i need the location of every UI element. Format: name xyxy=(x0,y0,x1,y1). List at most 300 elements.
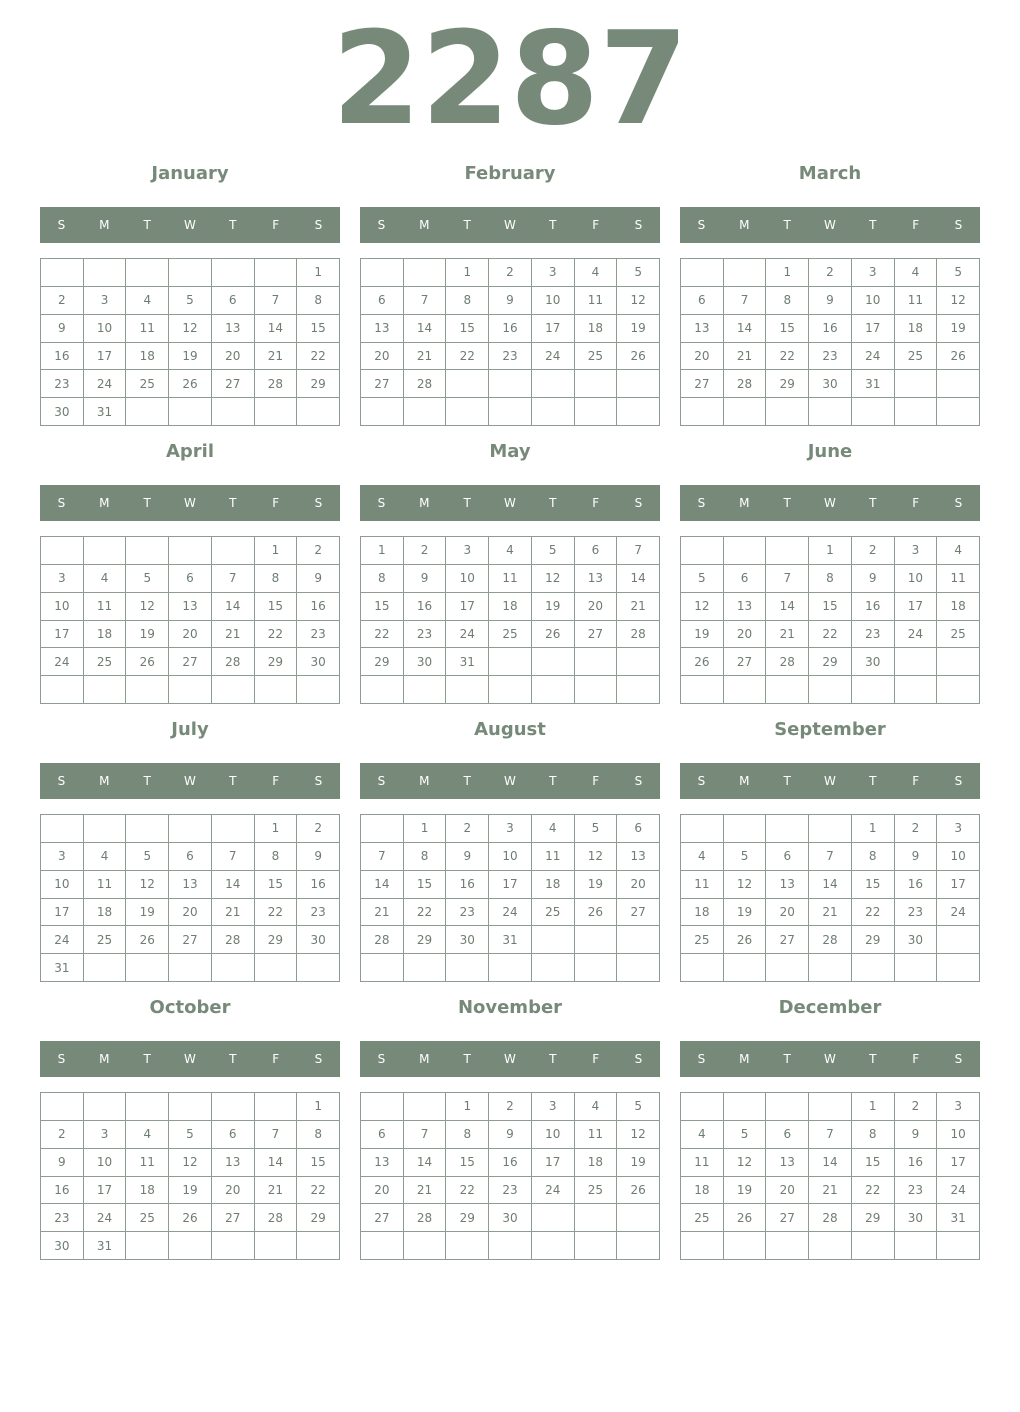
day-cell: 7 xyxy=(809,843,852,871)
day-cell: 5 xyxy=(724,1121,767,1149)
empty-day-cell xyxy=(681,676,724,704)
empty-day-cell xyxy=(532,676,575,704)
day-cell: 25 xyxy=(126,370,169,398)
day-cell: 25 xyxy=(895,343,938,371)
empty-day-cell xyxy=(575,398,618,426)
weekday-label: T xyxy=(549,218,557,232)
day-cell: 14 xyxy=(766,593,809,621)
day-cell: 3 xyxy=(937,1093,980,1121)
day-cell: 13 xyxy=(361,1149,404,1177)
day-cell: 23 xyxy=(489,1177,532,1205)
day-cell: 1 xyxy=(766,259,809,287)
day-cell: 19 xyxy=(169,1177,212,1205)
day-cell: 5 xyxy=(169,287,212,315)
weekday-header xyxy=(680,763,980,799)
day-cell: 27 xyxy=(724,648,767,676)
day-cell: 6 xyxy=(361,1121,404,1149)
day-cell: 13 xyxy=(724,593,767,621)
day-cell: 10 xyxy=(852,287,895,315)
empty-day-cell xyxy=(895,398,938,426)
empty-day-cell xyxy=(617,648,660,676)
month-name: November xyxy=(457,997,563,1018)
day-cell: 12 xyxy=(169,315,212,343)
day-cell: 9 xyxy=(895,843,938,871)
day-cell: 17 xyxy=(532,1149,575,1177)
day-cell: 27 xyxy=(681,370,724,398)
day-cell: 29 xyxy=(852,926,895,954)
weekday-label: F xyxy=(912,1052,920,1066)
day-cell: 10 xyxy=(41,871,84,899)
day-cell: 4 xyxy=(532,815,575,843)
empty-day-cell xyxy=(766,1232,809,1260)
day-cell: 10 xyxy=(895,565,938,593)
weekday-label: T xyxy=(229,218,237,232)
empty-day-cell xyxy=(489,954,532,982)
weekday-label: T xyxy=(143,218,151,232)
empty-day-cell xyxy=(126,1093,169,1121)
empty-day-cell xyxy=(724,676,767,704)
empty-day-cell xyxy=(575,954,618,982)
weekday-label: W xyxy=(504,218,516,232)
weekday-label: S xyxy=(697,774,706,788)
day-cell: 19 xyxy=(575,871,618,899)
empty-day-cell xyxy=(361,815,404,843)
empty-day-cell xyxy=(297,954,340,982)
day-cell: 3 xyxy=(532,1093,575,1121)
day-cell: 16 xyxy=(895,871,938,899)
day-cell: 23 xyxy=(895,899,938,927)
day-cell: 30 xyxy=(446,926,489,954)
day-cell: 6 xyxy=(766,1121,809,1149)
day-cell: 30 xyxy=(895,926,938,954)
weekday-label: T xyxy=(143,496,151,510)
weekday-header xyxy=(680,207,980,243)
day-cell: 5 xyxy=(937,259,980,287)
empty-day-cell xyxy=(681,954,724,982)
day-cell: 15 xyxy=(404,871,447,899)
empty-day-cell xyxy=(446,676,489,704)
day-cell: 8 xyxy=(255,565,298,593)
weekday-label: T xyxy=(869,1052,877,1066)
weekday-label: S xyxy=(697,218,706,232)
day-cell: 14 xyxy=(617,565,660,593)
day-grid xyxy=(40,1092,340,1260)
empty-day-cell xyxy=(404,398,447,426)
day-cell: 24 xyxy=(84,1204,127,1232)
day-cell: 31 xyxy=(84,398,127,426)
empty-day-cell xyxy=(404,676,447,704)
weekday-label: T xyxy=(229,774,237,788)
empty-day-cell xyxy=(724,815,767,843)
weekday-label: M xyxy=(99,218,110,232)
weekday-label: W xyxy=(184,1052,196,1066)
month-name: September xyxy=(774,719,886,740)
day-cell: 30 xyxy=(297,926,340,954)
day-cell: 24 xyxy=(532,1177,575,1205)
empty-day-cell xyxy=(404,259,447,287)
weekday-label: T xyxy=(549,496,557,510)
empty-day-cell xyxy=(895,1232,938,1260)
day-cell: 20 xyxy=(169,621,212,649)
day-cell: 21 xyxy=(361,899,404,927)
empty-day-cell xyxy=(361,1093,404,1121)
day-cell: 22 xyxy=(361,621,404,649)
day-cell: 4 xyxy=(681,843,724,871)
day-cell: 22 xyxy=(255,621,298,649)
empty-day-cell xyxy=(681,815,724,843)
day-cell: 10 xyxy=(532,1121,575,1149)
day-cell: 10 xyxy=(446,565,489,593)
day-cell: 3 xyxy=(84,287,127,315)
day-cell: 7 xyxy=(255,287,298,315)
day-cell: 21 xyxy=(255,343,298,371)
empty-day-cell xyxy=(532,1232,575,1260)
day-cell: 1 xyxy=(446,1093,489,1121)
day-cell: 22 xyxy=(297,1177,340,1205)
day-cell: 15 xyxy=(809,593,852,621)
weekday-label: T xyxy=(869,496,877,510)
empty-day-cell xyxy=(617,398,660,426)
day-cell: 31 xyxy=(852,370,895,398)
month-name: June xyxy=(807,441,853,462)
day-grid xyxy=(360,1092,660,1260)
day-cell: 27 xyxy=(169,648,212,676)
day-cell: 26 xyxy=(617,1177,660,1205)
weekday-header xyxy=(360,1041,660,1077)
weekday-label: F xyxy=(272,774,280,788)
day-cell: 25 xyxy=(575,343,618,371)
weekday-label: F xyxy=(912,496,920,510)
day-cell: 11 xyxy=(895,287,938,315)
empty-day-cell xyxy=(446,1232,489,1260)
empty-day-cell xyxy=(84,1093,127,1121)
day-cell: 9 xyxy=(809,287,852,315)
day-cell: 16 xyxy=(489,315,532,343)
day-cell: 11 xyxy=(575,287,618,315)
day-cell: 27 xyxy=(212,1204,255,1232)
day-cell: 17 xyxy=(446,593,489,621)
day-cell: 23 xyxy=(404,621,447,649)
day-cell: 12 xyxy=(532,565,575,593)
day-cell: 13 xyxy=(212,315,255,343)
day-cell: 11 xyxy=(575,1121,618,1149)
empty-day-cell xyxy=(84,676,127,704)
empty-day-cell xyxy=(169,537,212,565)
day-cell: 24 xyxy=(489,899,532,927)
day-cell: 26 xyxy=(575,899,618,927)
weekday-label: S xyxy=(314,1052,323,1066)
weekday-label: F xyxy=(592,774,600,788)
weekday-label: S xyxy=(634,1052,643,1066)
weekday-label: M xyxy=(739,1052,750,1066)
weekday-header xyxy=(40,763,340,799)
day-cell: 5 xyxy=(532,537,575,565)
empty-day-cell xyxy=(852,954,895,982)
day-cell: 16 xyxy=(297,593,340,621)
day-cell: 17 xyxy=(532,315,575,343)
day-cell: 4 xyxy=(84,565,127,593)
empty-day-cell xyxy=(617,370,660,398)
day-cell: 18 xyxy=(681,899,724,927)
empty-day-cell xyxy=(404,954,447,982)
empty-day-cell xyxy=(169,676,212,704)
empty-day-cell xyxy=(255,259,298,287)
day-cell: 11 xyxy=(126,1149,169,1177)
empty-day-cell xyxy=(126,1232,169,1260)
day-cell: 9 xyxy=(297,843,340,871)
weekday-label: S xyxy=(377,774,386,788)
day-cell: 12 xyxy=(937,287,980,315)
empty-day-cell xyxy=(41,1093,84,1121)
day-cell: 4 xyxy=(681,1121,724,1149)
day-cell: 30 xyxy=(41,398,84,426)
day-cell: 6 xyxy=(681,287,724,315)
empty-day-cell xyxy=(852,398,895,426)
empty-day-cell xyxy=(532,648,575,676)
day-cell: 9 xyxy=(852,565,895,593)
day-cell: 27 xyxy=(766,926,809,954)
day-cell: 4 xyxy=(126,1121,169,1149)
day-cell: 5 xyxy=(575,815,618,843)
weekday-label: S xyxy=(634,496,643,510)
empty-day-cell xyxy=(126,398,169,426)
day-cell: 30 xyxy=(297,648,340,676)
empty-day-cell xyxy=(575,676,618,704)
day-cell: 29 xyxy=(255,926,298,954)
day-cell: 4 xyxy=(489,537,532,565)
day-cell: 27 xyxy=(575,621,618,649)
empty-day-cell xyxy=(895,370,938,398)
day-grid xyxy=(680,536,980,704)
empty-day-cell xyxy=(41,676,84,704)
empty-day-cell xyxy=(84,537,127,565)
day-cell: 1 xyxy=(852,815,895,843)
day-cell: 23 xyxy=(895,1177,938,1205)
day-cell: 6 xyxy=(212,1121,255,1149)
empty-day-cell xyxy=(724,537,767,565)
weekday-label: S xyxy=(57,774,66,788)
day-cell: 20 xyxy=(766,1177,809,1205)
day-cell: 3 xyxy=(41,565,84,593)
day-cell: 12 xyxy=(126,871,169,899)
day-cell: 7 xyxy=(361,843,404,871)
day-cell: 17 xyxy=(41,621,84,649)
day-cell: 15 xyxy=(255,871,298,899)
empty-day-cell xyxy=(169,815,212,843)
day-cell: 24 xyxy=(41,926,84,954)
weekday-label: F xyxy=(592,496,600,510)
day-cell: 28 xyxy=(809,926,852,954)
day-cell: 21 xyxy=(617,593,660,621)
day-cell: 22 xyxy=(446,1177,489,1205)
day-cell: 7 xyxy=(212,565,255,593)
day-cell: 25 xyxy=(532,899,575,927)
day-cell: 30 xyxy=(852,648,895,676)
weekday-label: T xyxy=(869,774,877,788)
weekday-label: S xyxy=(697,496,706,510)
day-cell: 30 xyxy=(809,370,852,398)
weekday-label: W xyxy=(504,1052,516,1066)
empty-day-cell xyxy=(212,954,255,982)
empty-day-cell xyxy=(766,1093,809,1121)
day-cell: 29 xyxy=(297,370,340,398)
day-cell: 20 xyxy=(361,1177,404,1205)
day-cell: 1 xyxy=(809,537,852,565)
day-cell: 16 xyxy=(41,1177,84,1205)
day-cell: 28 xyxy=(361,926,404,954)
weekday-label: F xyxy=(592,1052,600,1066)
empty-day-cell xyxy=(169,954,212,982)
day-cell: 29 xyxy=(404,926,447,954)
day-cell: 12 xyxy=(617,287,660,315)
day-cell: 8 xyxy=(361,565,404,593)
weekday-label: T xyxy=(783,774,791,788)
month-name: October xyxy=(149,997,231,1018)
empty-day-cell xyxy=(41,537,84,565)
empty-day-cell xyxy=(212,259,255,287)
day-cell: 2 xyxy=(297,537,340,565)
day-cell: 10 xyxy=(937,1121,980,1149)
weekday-label: S xyxy=(697,1052,706,1066)
day-cell: 21 xyxy=(255,1177,298,1205)
day-cell: 25 xyxy=(937,621,980,649)
day-cell: 27 xyxy=(361,370,404,398)
weekday-label: S xyxy=(314,496,323,510)
empty-day-cell xyxy=(895,676,938,704)
weekday-label: W xyxy=(824,218,836,232)
day-cell: 20 xyxy=(681,343,724,371)
empty-day-cell xyxy=(532,1204,575,1232)
day-cell: 23 xyxy=(809,343,852,371)
day-cell: 3 xyxy=(41,843,84,871)
day-cell: 8 xyxy=(852,1121,895,1149)
day-cell: 14 xyxy=(809,871,852,899)
day-cell: 13 xyxy=(361,315,404,343)
day-cell: 11 xyxy=(84,593,127,621)
day-cell: 14 xyxy=(212,593,255,621)
day-cell: 25 xyxy=(681,1204,724,1232)
empty-day-cell xyxy=(575,370,618,398)
weekday-label: F xyxy=(272,496,280,510)
day-cell: 22 xyxy=(809,621,852,649)
day-cell: 23 xyxy=(41,370,84,398)
month-name: August xyxy=(474,719,546,740)
empty-day-cell xyxy=(446,954,489,982)
empty-day-cell xyxy=(212,1093,255,1121)
day-cell: 6 xyxy=(212,287,255,315)
empty-day-cell xyxy=(361,676,404,704)
day-cell: 18 xyxy=(126,343,169,371)
day-cell: 29 xyxy=(766,370,809,398)
day-cell: 29 xyxy=(809,648,852,676)
empty-day-cell xyxy=(126,537,169,565)
empty-day-cell xyxy=(446,398,489,426)
empty-day-cell xyxy=(852,1232,895,1260)
day-cell: 12 xyxy=(126,593,169,621)
day-cell: 5 xyxy=(617,259,660,287)
day-cell: 4 xyxy=(575,259,618,287)
day-cell: 2 xyxy=(41,1121,84,1149)
day-cell: 29 xyxy=(446,1204,489,1232)
day-cell: 8 xyxy=(255,843,298,871)
day-cell: 20 xyxy=(169,899,212,927)
day-cell: 14 xyxy=(212,871,255,899)
weekday-label: W xyxy=(184,218,196,232)
day-cell: 19 xyxy=(126,899,169,927)
weekday-label: W xyxy=(504,496,516,510)
day-cell: 17 xyxy=(937,871,980,899)
weekday-label: S xyxy=(954,774,963,788)
empty-day-cell xyxy=(895,954,938,982)
empty-day-cell xyxy=(617,1232,660,1260)
day-cell: 6 xyxy=(766,843,809,871)
day-cell: 17 xyxy=(852,315,895,343)
weekday-label: S xyxy=(954,1052,963,1066)
empty-day-cell xyxy=(766,676,809,704)
day-cell: 19 xyxy=(724,899,767,927)
empty-day-cell xyxy=(126,954,169,982)
month-name: April xyxy=(165,441,215,462)
empty-day-cell xyxy=(681,537,724,565)
day-cell: 9 xyxy=(404,565,447,593)
weekday-label: W xyxy=(824,774,836,788)
day-cell: 11 xyxy=(489,565,532,593)
empty-day-cell xyxy=(126,259,169,287)
day-cell: 21 xyxy=(724,343,767,371)
day-cell: 14 xyxy=(255,1149,298,1177)
day-cell: 3 xyxy=(84,1121,127,1149)
day-cell: 27 xyxy=(766,1204,809,1232)
day-cell: 23 xyxy=(41,1204,84,1232)
day-cell: 18 xyxy=(575,1149,618,1177)
day-cell: 7 xyxy=(766,565,809,593)
empty-day-cell xyxy=(297,398,340,426)
day-cell: 29 xyxy=(297,1204,340,1232)
empty-day-cell xyxy=(575,1204,618,1232)
empty-day-cell xyxy=(255,1093,298,1121)
weekday-label: T xyxy=(783,496,791,510)
empty-day-cell xyxy=(724,954,767,982)
day-cell: 24 xyxy=(41,648,84,676)
day-grid xyxy=(360,814,660,982)
day-cell: 1 xyxy=(361,537,404,565)
day-cell: 7 xyxy=(404,1121,447,1149)
empty-day-cell xyxy=(937,1232,980,1260)
day-cell: 16 xyxy=(297,871,340,899)
day-cell: 13 xyxy=(766,1149,809,1177)
empty-day-cell xyxy=(937,954,980,982)
day-cell: 17 xyxy=(84,1177,127,1205)
empty-day-cell xyxy=(84,259,127,287)
day-cell: 28 xyxy=(255,1204,298,1232)
day-cell: 1 xyxy=(446,259,489,287)
weekday-header xyxy=(360,763,660,799)
day-cell: 3 xyxy=(937,815,980,843)
weekday-header xyxy=(680,485,980,521)
weekday-label: T xyxy=(143,774,151,788)
empty-day-cell xyxy=(937,648,980,676)
empty-day-cell xyxy=(169,1232,212,1260)
day-cell: 4 xyxy=(937,537,980,565)
day-cell: 8 xyxy=(766,287,809,315)
day-cell: 10 xyxy=(532,287,575,315)
day-cell: 2 xyxy=(895,815,938,843)
empty-day-cell xyxy=(895,648,938,676)
day-cell: 7 xyxy=(212,843,255,871)
day-cell: 8 xyxy=(297,1121,340,1149)
day-cell: 28 xyxy=(809,1204,852,1232)
day-cell: 21 xyxy=(766,621,809,649)
